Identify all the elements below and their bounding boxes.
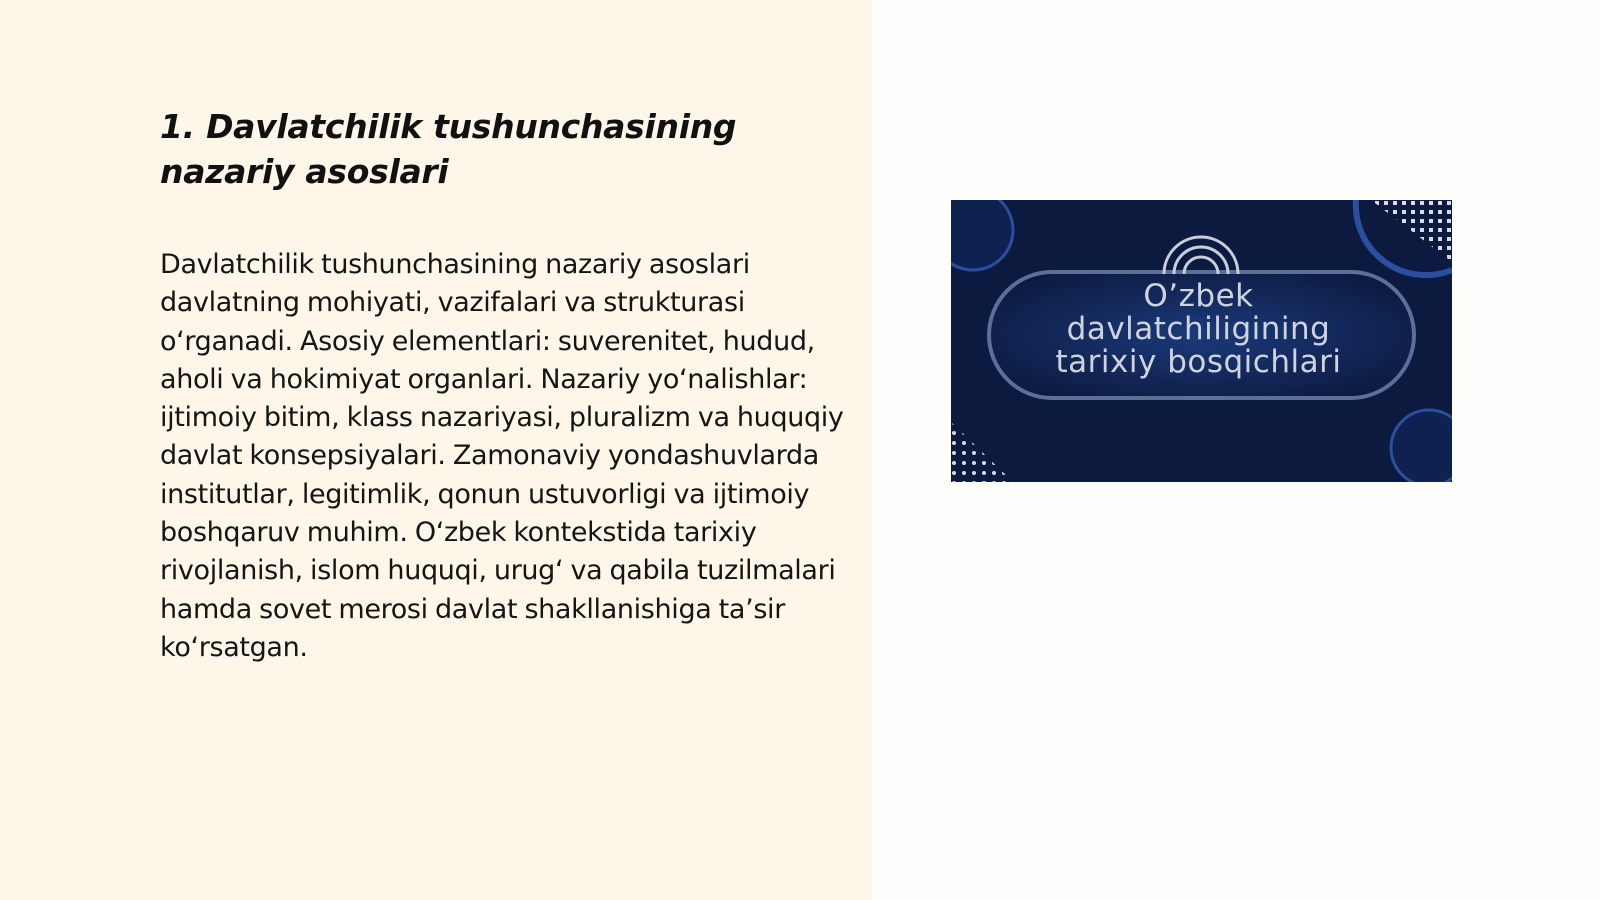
slide-title: 1. Davlatchilik tushunchasining nazariy asoslari bbox=[160, 107, 737, 191]
banner-line-2: davlatchiligining bbox=[1066, 311, 1331, 347]
banner-title bbox=[991, 280, 1406, 379]
banner-line-1: O’zbek bbox=[1143, 278, 1254, 314]
banner-line-3: tarixiy bosqichlari bbox=[1055, 344, 1342, 380]
slide-body-text: Davlatchilik tushunchasining nazariy asoslari davlatning mohiyati, vazifalari va strukturasi o‘rganadi. Asosiy elementlari: suverenitet, hudud, aholi va hokimiyat organlari. Nazariy yo‘nalishlar: ijtimoiy bitim, klass nazariyasi, pluralizm va huquqiy davlat konsepsiyalari. Zamonaviy yondashuvlarda institutlar, legitimlik, qonun ustuvorligi va ijtimoiy boshqaruv muhim. O‘zbek kontekstida tarixiy rivojlanish, islom huquqi, urug‘ va qabila tuzilmalari hamda sovet merosi davlat shakllanishiga ta’sir ko‘rsatgan. bbox=[160, 249, 844, 663]
title-banner-image bbox=[951, 200, 1452, 482]
